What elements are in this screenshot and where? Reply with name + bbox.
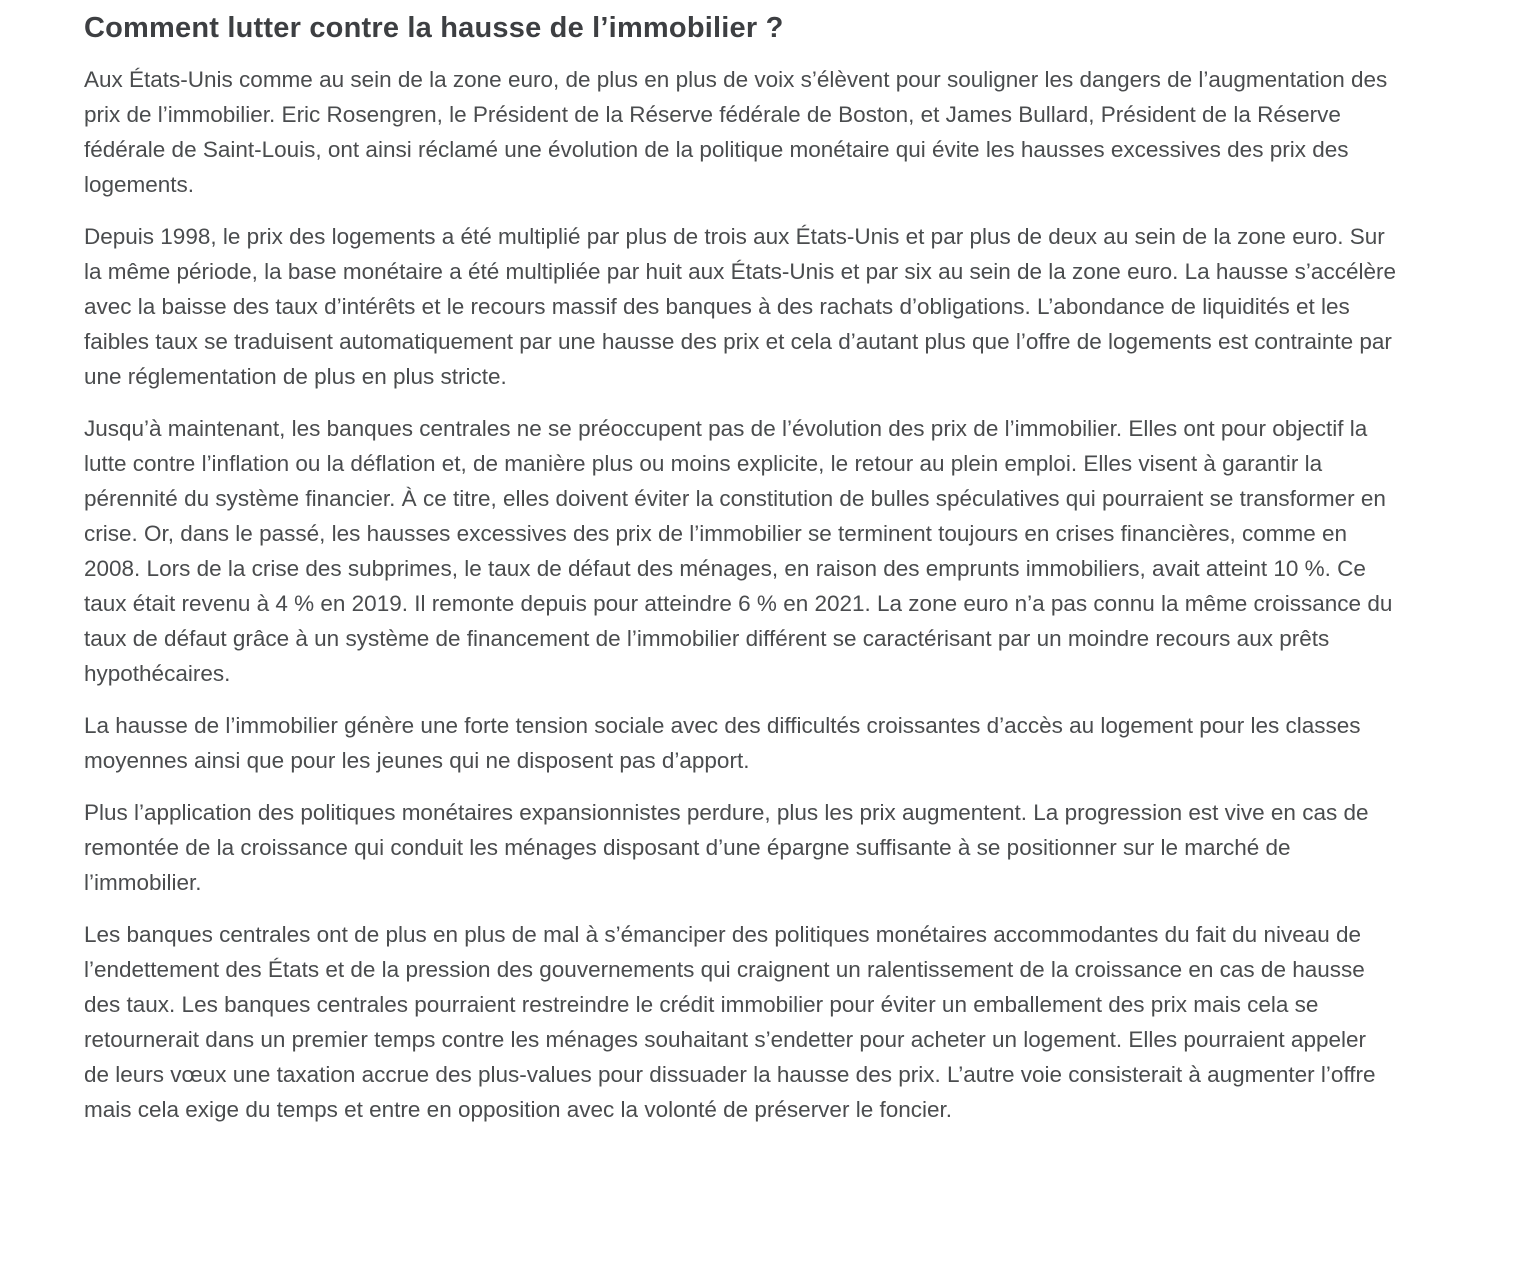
article-paragraph-4: La hausse de l’immobilier génère une forte tension sociale avec des difficultés croissantes d’accès au logement pour les classes moyennes ainsi que pour les jeunes qui ne disposent pas d’apport. — [84, 713, 1361, 773]
article-paragraph-6: Les banques centrales ont de plus en plus de mal à s’émanciper des politiques monétaires accommodantes du fait du niveau de l’endettement des États et de la pression des gouvernements qui craignent un ralentissement de la croissance en cas de hausse des taux. Les banques centrales pourraient restreindre le crédit immobilier pour éviter un emballement des prix mais cela se retournerait dans un premier temps contre les ménages souhaitant s’endetter pour acheter un logement. Elles pourraient appeler de leurs vœux une taxation accrue des plus-values pour dissuader la hausse des prix. L’autre voie consisterait à augmenter l’offre mais cela exige du temps et entre en opposition avec la volonté de préserver le foncier. — [84, 922, 1376, 1122]
article-paragraph-5: Plus l’application des politiques monétaires expansionnistes perdure, plus les prix augmentent. La progression est vive en cas de remontée de la croissance qui conduit les ménages disposant d’une épargne suffisante à se positionner sur le marché de l’immobilier. — [84, 800, 1369, 895]
article-paragraph-1: Aux États-Unis comme au sein de la zone euro, de plus en plus de voix s’élèvent pour souligner les dangers de l’augmentation des prix de l’immobilier. Eric Rosengren, le Président de la Réserve fédérale de Boston, et James Bullard, Président de la Réserve fédérale de Saint-Louis, ont ainsi réclamé une évolution de la politique monétaire qui évite les hausses excessives des prix des logements. — [84, 67, 1388, 197]
article-paragraph-3: Jusqu’à maintenant, les banques centrales ne se préoccupent pas de l’évolution des prix de l’immobilier. Elles ont pour objectif la lutte contre l’inflation ou la déflation et, de manière plus ou moins explicite, le retour au plein emploi. Elles visent à garantir la pérennité du système financier. À ce titre, elles doivent éviter la constitution de bulles spéculatives qui pourraient se transformer en crise. Or, dans le passé, les hausses excessives des prix de l’immobilier se terminent toujours en crises financières, comme en 2008. Lors de la crise des subprimes, le taux de défaut des ménages, en raison des emprunts immobiliers, avait atteint 10 %. Ce taux était revenu à 4 % en 2019. Il remonte depuis pour atteindre 6 % en 2021. La zone euro n’a pas connu la même croissance du taux de défaut grâce à un système de financement de l’immobilier différent se caractérisant par un moindre recours aux prêts hypothécaires. — [84, 416, 1393, 686]
article-paragraph-2: Depuis 1998, le prix des logements a été multiplié par plus de trois aux États-Unis et par plus de deux au sein de la zone euro. Sur la même période, la base monétaire a été multipliée par huit aux États-Unis et par six au sein de la zone euro. La hausse s’accélère avec la baisse des taux d’intérêts et le recours massif des banques à des rachats d’obligations. L’abondance de liquidités et les faibles taux se traduisent automatiquement par une hausse des prix et cela d’autant plus que l’offre de logements est contrainte par une réglementation de plus en plus stricte. — [84, 224, 1396, 389]
article-title: Comment lutter contre la hausse de l’immobilier ? — [84, 12, 784, 44]
